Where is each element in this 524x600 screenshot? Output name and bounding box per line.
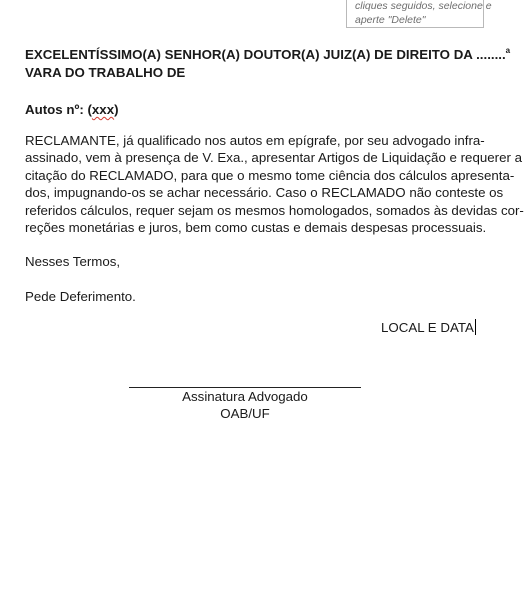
- signature-block: [129, 389, 361, 422]
- paragraph-line: assinado, vem à presença de V. Exa., apresentar Artigos de Liquidação e requerer a: [25, 150, 522, 166]
- local-and-date-text: LOCAL E DATA: [381, 320, 474, 335]
- document-body[interactable]: [25, 42, 524, 306]
- main-paragraph: [25, 132, 524, 236]
- heading-superscript: a: [505, 46, 511, 55]
- paragraph-line: reções monetárias e juros, bem como custas e demais despesas processuais.: [25, 220, 487, 236]
- case-number: [25, 101, 466, 119]
- case-number-value: xxx: [91, 102, 115, 117]
- paragraph-line: RECLAMANTE, já qualificado nos autos em epígrafe, por seu advogado infra-: [25, 133, 485, 148]
- paragraph-line: citação do RECLAMADO, para que o mesmo tome ciência dos cálculos apresenta-: [25, 167, 515, 183]
- closing-deferimento: Pede Deferimento.: [25, 289, 136, 305]
- tooltip-line-2: aperte "Delete": [355, 14, 426, 26]
- paragraph-line: referidos cálculos, requer sejam os mesmos homologados, somados às devidas cor-: [25, 202, 524, 218]
- signature-name: Assinatura Advogado: [182, 389, 308, 404]
- paragraph-line: dos, impugnando-os se achar necessário. Caso o RECLAMADO não conteste os: [25, 185, 504, 201]
- heading-line-1: [25, 42, 511, 64]
- case-number-suffix: ): [114, 102, 119, 117]
- document-heading: [25, 42, 511, 82]
- local-and-date[interactable]: [381, 319, 476, 337]
- text-cursor: [475, 319, 476, 335]
- instruction-tooltip: [346, 0, 492, 28]
- case-number-prefix: Autos nº: (: [25, 102, 92, 117]
- signature-line: [129, 387, 361, 388]
- heading-line-1-text: EXCELENTÍSSIMO(A) SENHOR(A) DOUTOR(A) JUIZ(A) DE DIREITO DA ........: [25, 47, 506, 62]
- closing-termos: Nesses Termos,: [25, 254, 121, 270]
- tooltip-line-1: cliques seguidos, selecione e: [355, 0, 492, 12]
- heading-line-2: VARA DO TRABALHO DE: [25, 65, 186, 80]
- signature-oab: OAB/UF: [220, 405, 270, 421]
